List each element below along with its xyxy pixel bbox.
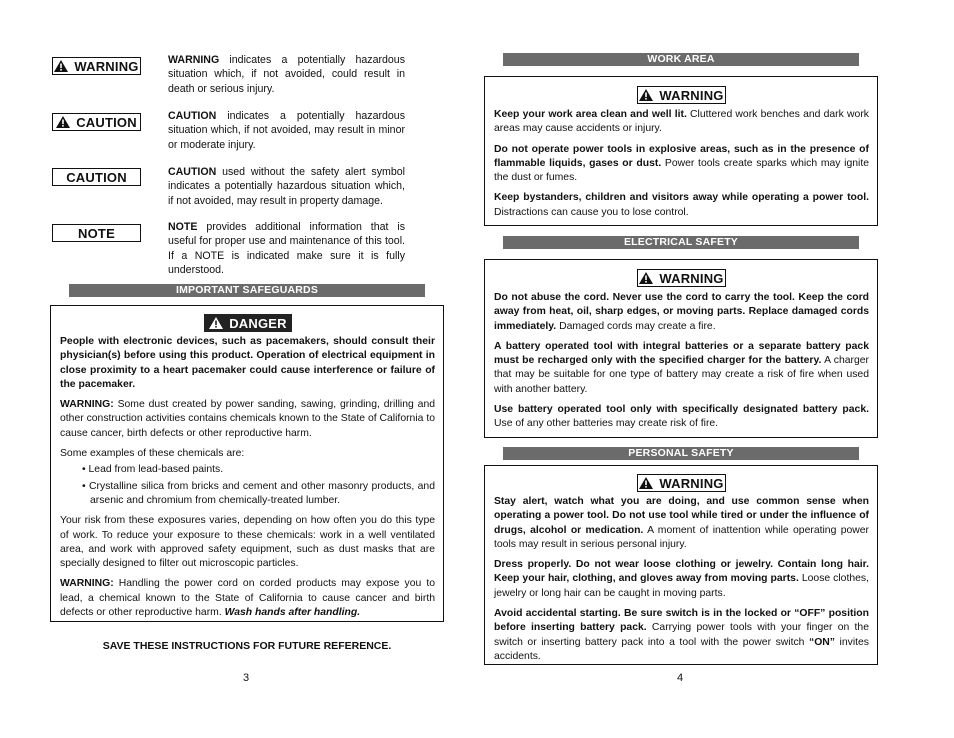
personal-safety-panel — [484, 465, 878, 665]
personal-paragraph: Avoid accidental starting. Be sure switch is in the locked or “OFF” position before inserting battery pack. Carrying power tools with your finger on the switch or inserting battery pack into a tool with the power switch “ON” invites accidents. — [494, 608, 869, 662]
electrical-paragraph: Do not abuse the cord. Never use the cord to carry the tool. Keep the cord away from heat, oil, sharp edges, or moving parts. Replace damaged cords immediately. Damaged cords may create a fire. — [494, 292, 869, 332]
dust-warning-paragraph: WARNING: Some dust created by power sanding, sawing, grinding, drilling and other construction activities contains chemicals known to the State of California to cause cancer, birth defects or other reproductive harm. — [60, 399, 435, 439]
personal-safety-header: PERSONAL SAFETY — [503, 447, 859, 460]
work-area-paragraph: Keep bystanders, children and visitors away while operating a power tool. Distractions can cause you to lose control. — [494, 192, 869, 218]
caution-label — [52, 168, 141, 186]
work-area-paragraph: Do not operate power tools in explosive areas, such as in the presence of flammable liquids, gases or dust. Power tools create sparks which may ignite the dust or fumes. — [494, 143, 869, 184]
work-area-header: WORK AREA — [503, 53, 859, 66]
note-definition: NOTE provides additional information that is useful for proper use and maintenance of this tool. If a NOTE is indicated make sure it is fully understood. — [168, 221, 405, 276]
warning-label — [52, 57, 141, 75]
electrical-safety-header: ELECTRICAL SAFETY — [503, 236, 859, 249]
work-area-paragraph: Keep your work area clean and well lit. Cluttered work benches and dark work areas may cause accidents or injury. — [494, 109, 869, 135]
chemicals-intro: Some examples of these chemicals are: — [60, 448, 245, 460]
personal-paragraph: Stay alert, watch what you are doing, and use common sense when operating a power tool. Do not use tool while tired or under the influence of drugs, alcohol or medication. A moment of inattention while operating power tools may result in serious personal injury. — [494, 496, 869, 550]
warning-triangle-icon — [639, 89, 653, 101]
electrical-safety-panel — [484, 259, 878, 438]
warning-label: WARNING — [637, 269, 726, 287]
work-area-panel — [484, 76, 878, 226]
electrical-paragraph: Use battery operated tool only with specifically designated battery pack. Use of any other batteries may create risk of fire. — [494, 404, 869, 430]
list-item: • Crystalline silica from bricks and cement and other masonry products, and arsenic and chromium from chemically-treated lumber. — [82, 480, 435, 506]
page-number-left: 3 — [243, 672, 250, 684]
warning-triangle-icon — [54, 60, 68, 72]
warning-label: WARNING — [637, 86, 726, 104]
danger-panel — [50, 305, 444, 622]
important-safeguards-header: IMPORTANT SAFEGUARDS — [69, 284, 425, 297]
list-item: • Lead from lead-based paints. — [82, 464, 224, 476]
caution-alert-label — [52, 113, 141, 131]
danger-label — [204, 314, 292, 332]
caution-label-text: CAUTION — [66, 169, 127, 185]
caution-definition: CAUTION used without the safety alert symbol indicates a potentially hazardous situation which, if not avoided, may result in property damage. — [168, 166, 405, 207]
danger-triangle-icon — [209, 317, 223, 329]
danger-label-text: DANGER — [229, 315, 287, 331]
warning-definition: WARNING indicates a potentially hazardous situation which, if not avoided, could result in death or serious injury. — [168, 54, 405, 95]
warning-triangle-icon — [639, 272, 653, 284]
cord-warning-paragraph: WARNING: Handling the power cord on corded products may expose you to lead, a chemical known to the State of California to cause cancer and birth defects or other reproductive harm. Wash hands after handling. — [60, 578, 435, 619]
page-number-right: 4 — [677, 672, 684, 684]
exposure-paragraph: Your risk from these exposures varies, depending on how often you do this type of work. To reduce your exposure to these chemicals: work in a well ventilated area, and work with approved safety equipment, such as dust masks that are specially designed to filter out microscopic particles. — [60, 515, 435, 570]
note-label-text: NOTE — [78, 225, 115, 241]
warning-triangle-icon — [56, 116, 70, 128]
pacemaker-paragraph: People with electronic devices, such as pacemakers, should consult their physician(s) before using this product. Operation of electrical equipment in close proximity to a heart pacemaker could cause interference or failure of the pacemaker. — [60, 336, 435, 390]
personal-paragraph: Dress properly. Do not wear loose clothing or jewelry. Contain long hair. Keep your hair, clothing, and gloves away from moving parts. Loose clothes, jewelry or long hair can be caught in moving parts. — [494, 559, 869, 599]
warning-triangle-icon — [639, 477, 653, 489]
electrical-paragraph: A battery operated tool with integral batteries or a separate battery pack must be recharged only with the specified charger for the battery. A charger that may be suitable for one type of battery may create a risk of fire when used with another battery. — [494, 340, 869, 395]
caution-alert-label-text: CAUTION — [76, 114, 137, 130]
caution-alert-definition: CAUTION indicates a potentially hazardous situation which, if not avoided, may result in minor or moderate injury. — [168, 110, 405, 151]
warning-label: WARNING — [637, 474, 726, 492]
warning-label-text: WARNING — [74, 58, 139, 74]
note-label — [52, 224, 141, 242]
save-instructions: SAVE THESE INSTRUCTIONS FOR FUTURE REFERENCE. — [102, 640, 392, 652]
